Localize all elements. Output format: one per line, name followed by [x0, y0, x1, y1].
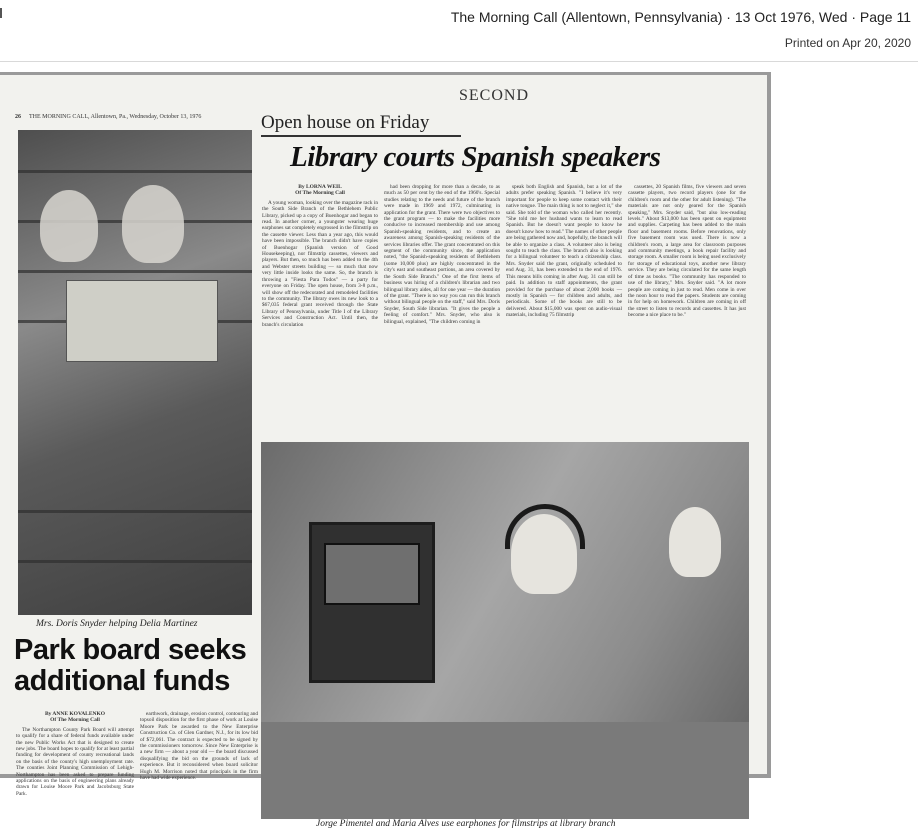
library-column-text: speak both English and Spanish, but a lot of the adults prefer speaking Spanish. "I believe it's very important for people to keep some contact with their native tongue. The main thing is not to neglect it," she said. She told of the woman who called her recently. "She told me her husband wants to learn to read Spanish. But he doesn't want people to know he doesn't know how to read." The names of other people are being gathered now and, hopefully, the branch will be able to organize a class. A volunteer also is being sought to teach the class. The branch also is looking for a bilingual volunteer to teach a citizenship class. Mrs. Snyder said the grant, originally scheduled to end Aug. 31, has been extended to the end of 1976. This means bills coming in after Aug. 31 can still be paid. In addition to staff appointments, the grant provided for the purchase of about 2,000 books — mostly in Spanish — for children and adults, and periodicals. Some of the books are still to be delivered. About $15,000 was spent on audio-visual materials, including 75 filmstrip — [506, 184, 622, 319]
park-article-column-1 — [16, 711, 134, 797]
park-article-column-2 — [140, 711, 258, 782]
printed-date: Printed on Apr 20, 2020 — [784, 36, 911, 50]
photo-librarian-and-woman — [18, 130, 252, 615]
top-bar — [0, 0, 918, 64]
filmstrip-viewer — [309, 522, 435, 683]
park-board-headline: Park board seeks additional funds — [14, 634, 247, 697]
desk — [261, 722, 749, 819]
kicker-rule — [261, 135, 461, 137]
girl-face — [669, 507, 721, 577]
kicker-headline: Open house on Friday — [261, 112, 430, 133]
bookshelf — [18, 270, 252, 273]
park-column-text: earthwork, drainage, erosion control, contouring and topsoil disposition for the first phase of work at Louise Moore Park be awarded to the New Enterprise Construction Co. of Glen Gardner, N.J., for its low bid of $72,061. The contract is expected to be signed by the commissioners tomorrow. Since New Enterprise is a new firm — about a year old — the board discussed disqualifying the bid on the grounds of lack of experience. But it reconsidered when board solicitor Hugh M. Morrison noted that principals in the firm have had wide experience. — [140, 711, 258, 782]
library-column-text: cassettes, 20 Spanish films, five viewers and seven cassette players, two record players (one for the children's room and the other for adult listening). "The materials are not only geared for the Spanish speaking," Mrs. Snyder said, "but also low-reading levels." About $13,000 has been spent on equipment and supplies. Carpeting has been added to the main floor and basement rooms. Before renovations, only five basement room was used. There is now a children's room, a large area for classroom purposes and community meetings, a book repair facility and storage room. A smaller room is being used exclusively for storage of educational toys, another new library service. They are being circulated for the same length of time as books. "The community has responded to use of the library," Mrs. Snyder said. "A lot more people are coming in just to read. Men come in over the noon hour to read the papers. Students are coming in for help on homework. Children are coming in off the street to listen to records and cassettes. It has just become a nice place to be." — [628, 184, 746, 319]
library-article-column-4 — [628, 184, 746, 432]
photo-children-earphones — [261, 442, 749, 819]
library-column-text: A young woman, looking over the magazine rack in the South Side Branch of the Bethlehem Public Library, picked up a copy of Buenhogar and began to read. In another corner, a youngster wearing huge earphones sat completely engrossed in the filmstrip on the cassette viewer. Less than a year ago, this would have been impossible. The branch didn't have copies of Buenhogar (Spanish version of Good Housekeeping), nor filmstrip cassettes, viewers and players. But then, so much has been added to the 4th and Webster streets building — so much that now very little inside looks the same. So, the branch is throwing a "Fiesta Para Todos" — a party for everyone on Friday. The open house, from 3-8 p.m., will show off the redecorated and remodeled facilities to the community. The library owes its new look to a $67,035 federal grant received through the State Library of Pennsylvania, under Title I of the Library Services and Construction Act. Until then, the branch's circulation — [262, 199, 378, 328]
woman-face — [40, 190, 98, 262]
divider — [0, 61, 918, 62]
page-folio — [15, 114, 201, 120]
library-column-text: had been dropping for more than a decade, to as much as 50 per cent by the end of the 1960's. Special studies relating to the needs and future of the branch were made in 1969 and 1972, culminating in application for the grant. There were two objectives to the grant program — to make the facilities more conducive to increased membership and use among Spanish-speaking residents, and to create an awareness among Spanish-speaking residents of the services libraries offer. The grant concentrated on this segment of the community since, the application noted, "the Spanish-speaking residents of Bethlehem (some 10,000 plus) are highly concentrated in the city's east and southeast portions, an area covered by the South Side Branch." One of the first items of business was hiring of a children's librarian and two bilingual library aides, all for one year — the duration of the grant. "There is no way you can run this branch without bilingual people on the staff," said Mrs. Doris Snyder, South Side librarian. "It gives the people a feeling of comfort." Mrs. Snyder, who also is bilingual, explained, "The children coming in — [384, 184, 500, 325]
magazine — [66, 280, 218, 362]
viewer-screen — [324, 543, 420, 605]
bookshelf — [18, 170, 252, 173]
folio-text: THE MORNING CALL, Allentown, Pa., Wednesday, October 13, 1976 — [29, 114, 202, 120]
main-headline: Library courts Spanish speakers — [290, 141, 661, 173]
corner-mark — [0, 8, 2, 18]
headphones — [505, 504, 585, 549]
photo-caption-1: Mrs. Doris Snyder helping Delia Martinez — [36, 619, 198, 629]
photo-caption-2: Jorge Pimentel and Maria Alves use earphones for filmstrips at library branch — [316, 819, 616, 829]
park-column-text: The Northampton County Park Board will attempt to qualify for a share of federal funds available under the new Public Works Act that is designed to create new jobs. The board hopes to qualify for at least partial funding for development of county recreational lands on the basis of the county's high unemployment rate. The counties Joint Planning Commission of Lehigh-Northampton has been asked to prepare funding applications on the basis of engineering plans already drawn for Louise Moore Park and Jacobsburg State Park. — [16, 726, 134, 797]
newspaper-page-image[interactable] — [0, 75, 767, 829]
section-heading: SECOND — [459, 87, 530, 104]
folio-number: 26 — [15, 114, 21, 120]
library-article-column-2 — [384, 184, 500, 432]
newspaper-title-line: The Morning Call (Allentown, Pennsylvania) · 13 Oct 1976, Wed · Page 11 — [450, 9, 911, 25]
library-article-column-3 — [506, 184, 622, 432]
librarian-face — [122, 185, 184, 263]
library-byline: By LORNA WEIL Of The Morning Call — [295, 184, 345, 197]
park-byline: By ANNE KOVALENKO Of The Morning Call — [44, 711, 106, 724]
library-article-column-1 — [262, 184, 378, 432]
bookshelf — [18, 560, 252, 563]
bookshelf — [18, 510, 252, 513]
